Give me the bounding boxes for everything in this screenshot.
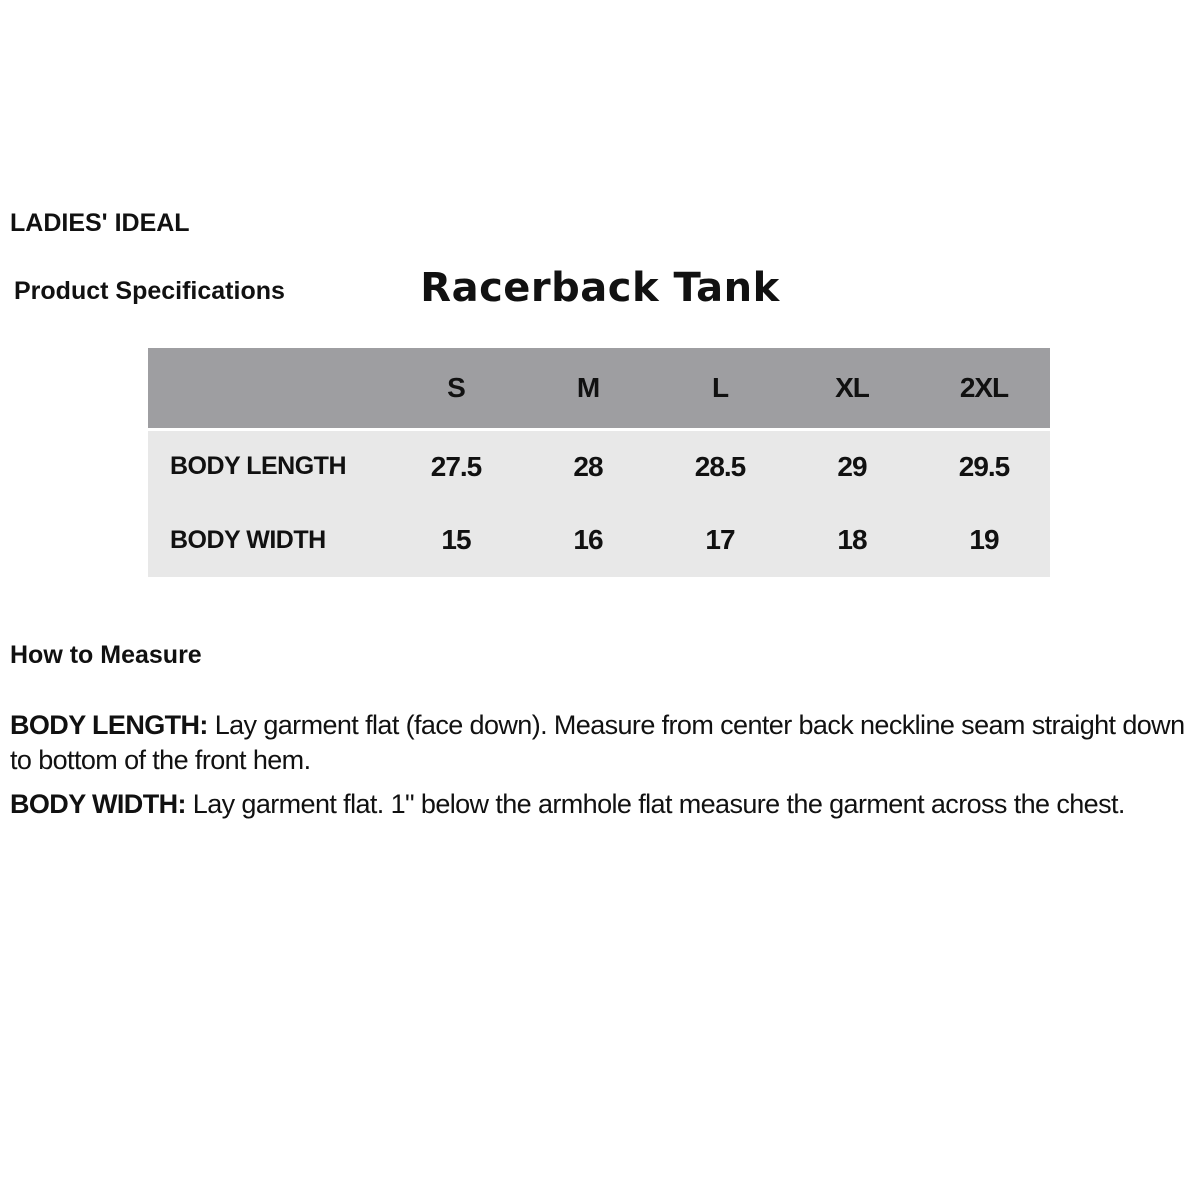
table-row-body-length [148, 429, 1050, 503]
size-header-2xl: 2XL [918, 348, 1050, 429]
size-header-l: L [654, 348, 786, 429]
body-length-m: 28 [522, 429, 654, 503]
size-header-s: S [390, 348, 522, 429]
measure-instructions [10, 708, 1196, 831]
size-header-row [148, 348, 1050, 429]
body-length-l: 28.5 [654, 429, 786, 503]
size-header-xl: XL [786, 348, 918, 429]
instruction-body-length-term: BODY LENGTH: [10, 710, 208, 740]
instruction-body-width-text: Lay garment flat. 1" below the armhole flat measure the garment across the chest. [192, 789, 1125, 819]
how-to-measure-heading: How to Measure [10, 641, 202, 669]
instruction-body-width [10, 787, 1196, 822]
table-row-body-width [148, 503, 1050, 577]
brand-title: LADIES' IDEAL [10, 209, 190, 237]
body-width-l: 17 [654, 503, 786, 577]
section-title: Product Specifications [14, 277, 285, 305]
product-title: Racerback Tank [420, 265, 780, 311]
body-length-2xl: 29.5 [918, 429, 1050, 503]
body-width-xl: 18 [786, 503, 918, 577]
row-label-body-width: BODY WIDTH [148, 503, 390, 577]
size-header-m: M [522, 348, 654, 429]
body-length-xl: 29 [786, 429, 918, 503]
instruction-body-length [10, 708, 1196, 778]
body-width-s: 15 [390, 503, 522, 577]
body-width-m: 16 [522, 503, 654, 577]
instruction-body-width-term: BODY WIDTH: [10, 789, 186, 819]
row-label-body-length: BODY LENGTH [148, 429, 390, 503]
body-length-s: 27.5 [390, 429, 522, 503]
instruction-body-length-text: Lay garment flat (face down). Measure from center back neckline seam straight down to bottom of the front hem. [10, 710, 1185, 775]
size-chart-table [148, 348, 1050, 577]
size-header-empty-cell [148, 348, 390, 429]
body-width-2xl: 19 [918, 503, 1050, 577]
